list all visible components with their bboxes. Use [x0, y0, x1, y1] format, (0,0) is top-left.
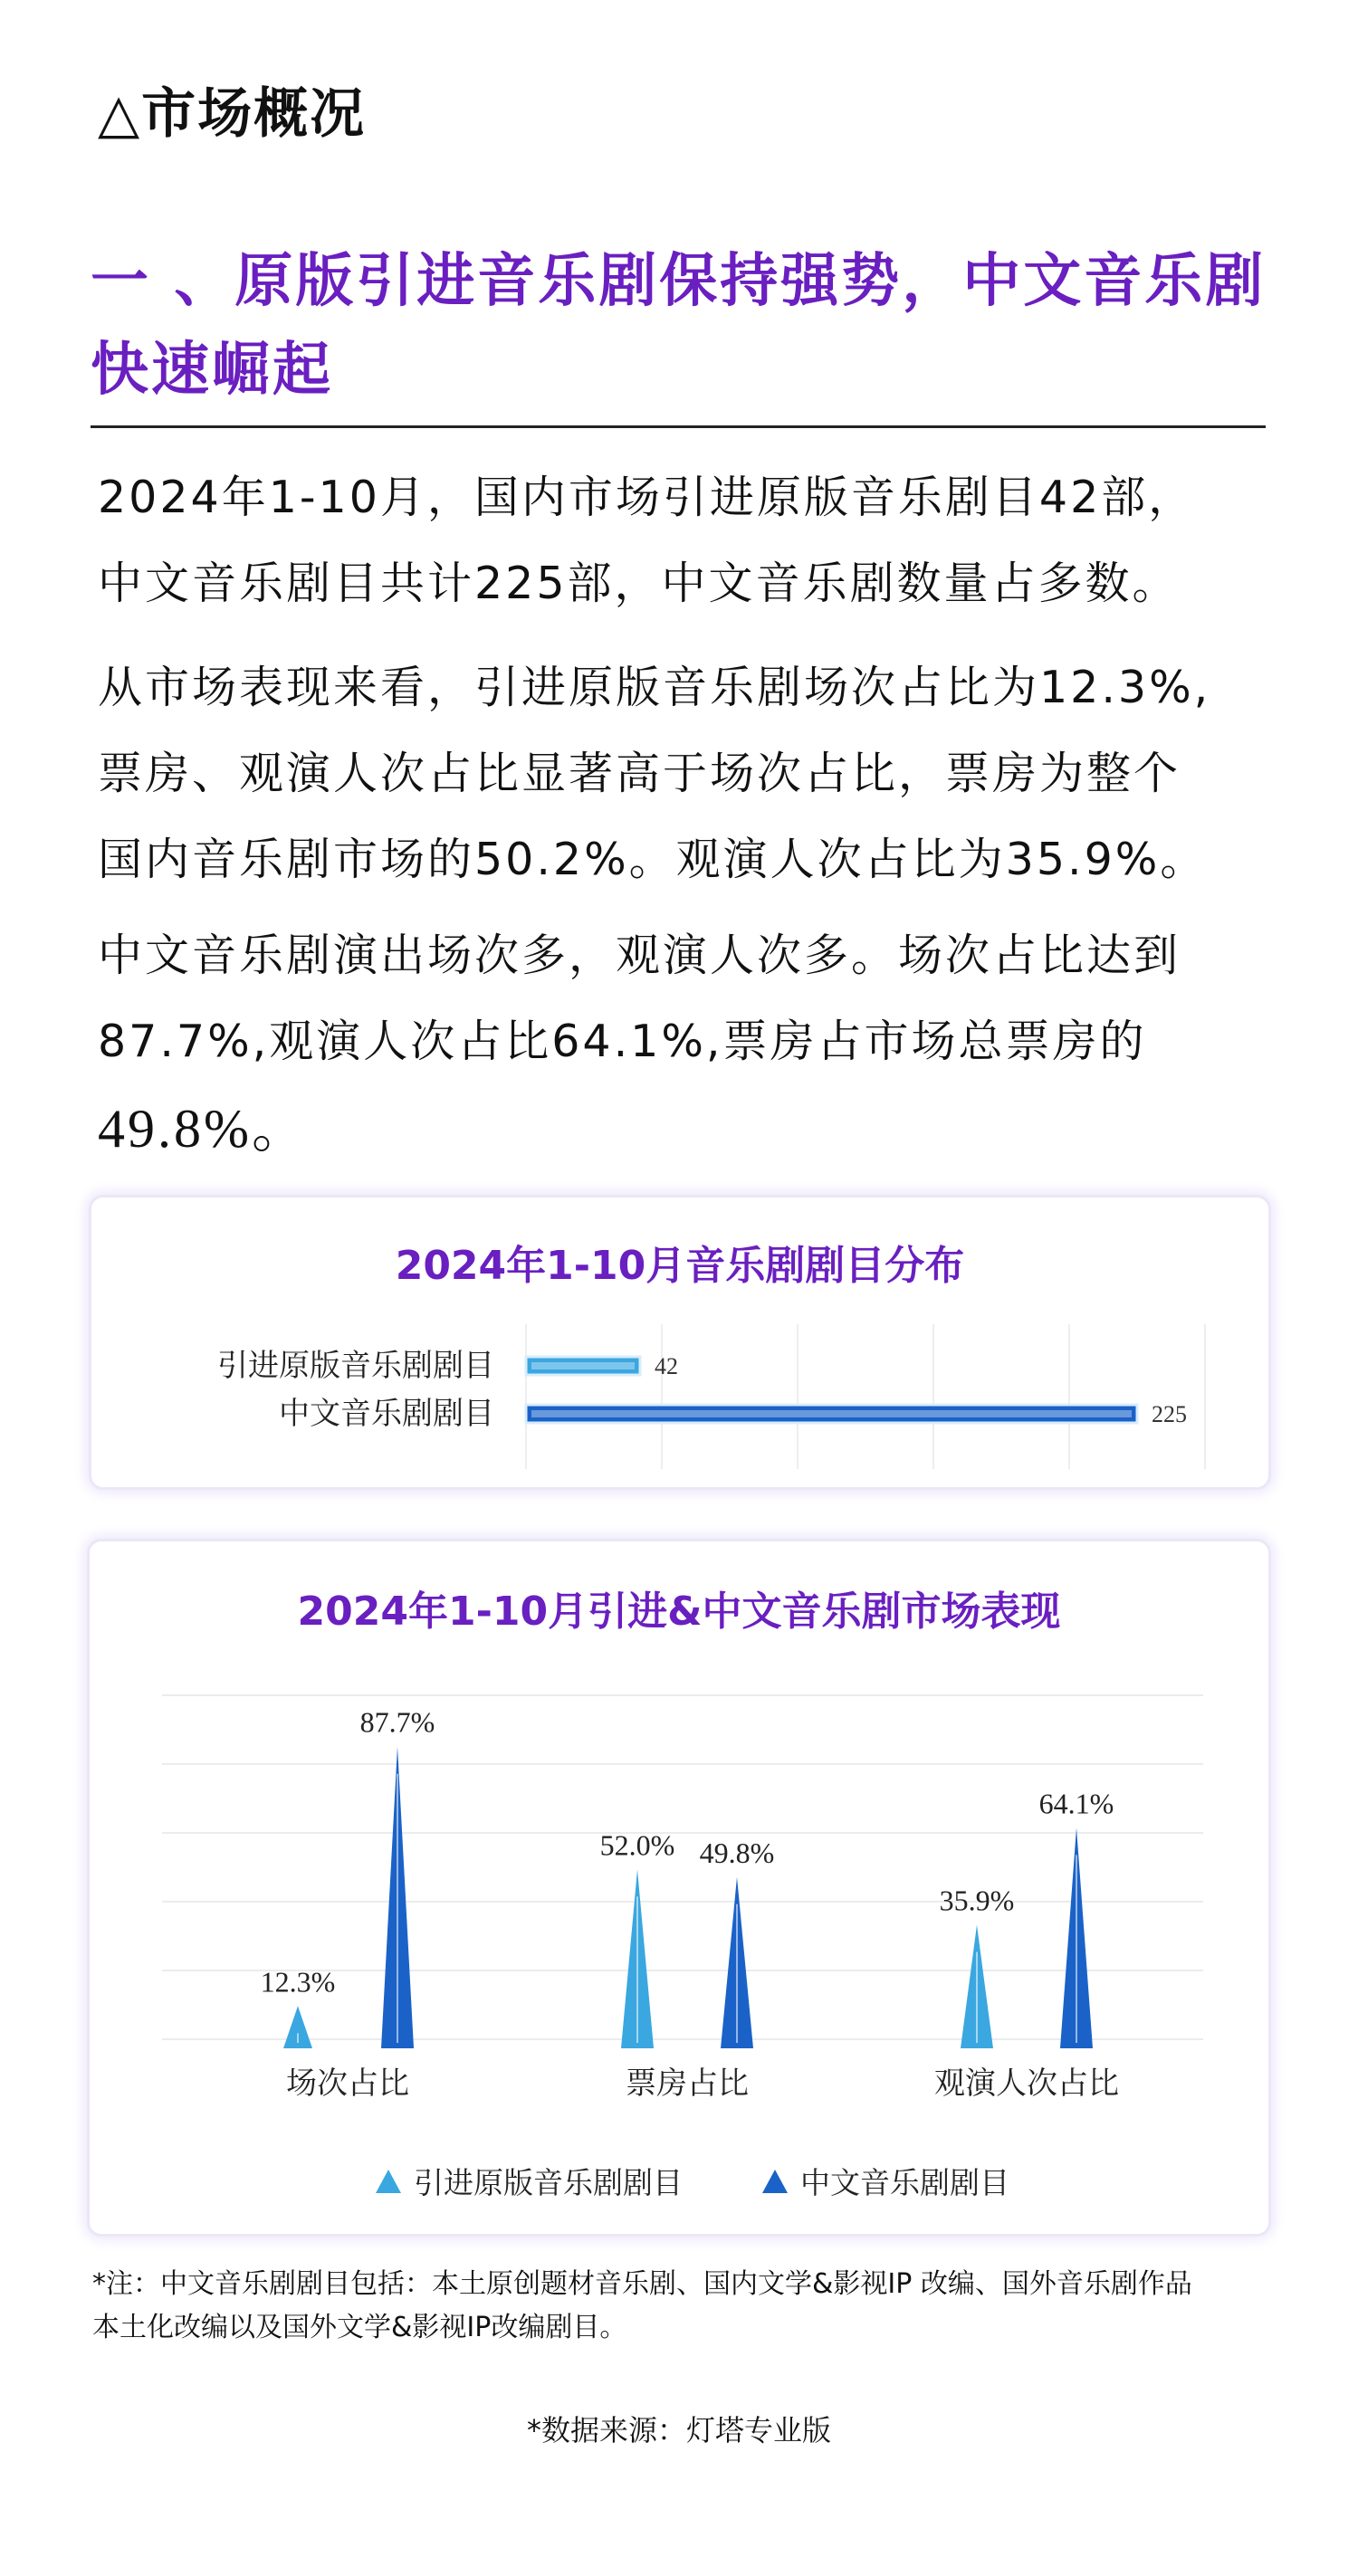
data-label: 12.3% — [260, 1965, 336, 1999]
bar-highlight — [531, 1362, 635, 1369]
data-label: 35.9% — [939, 1884, 1015, 1917]
paragraph-4 — [98, 1086, 1275, 1172]
footnote-line-2: 本土化改编以及国外文学&影视IP改编剧目。 — [92, 2312, 627, 2343]
section-title: △市场概况 — [98, 82, 367, 146]
paragraph-3-line-2: 87.7%,观演人次占比64.1%,票房占市场总票房的 — [98, 1016, 1147, 1067]
category-label: 中文音乐剧剧目 — [279, 1396, 494, 1432]
paragraph-1-line-2: 中文音乐剧目共计225部，中文音乐剧数量占多数。 — [98, 558, 1180, 609]
chart-distribution — [91, 1197, 1268, 1487]
chart-card-distribution — [89, 1195, 1271, 1490]
data-label: 42 — [655, 1353, 678, 1379]
data-label: 52.0% — [599, 1828, 675, 1862]
paragraph-2-line-1: 从市场表现来看，引进原版音乐剧场次占比为12.3%, — [98, 662, 1211, 713]
chart-title: 2024年1-10月音乐剧剧目分布 — [395, 1243, 965, 1289]
legend-marker — [762, 2170, 788, 2193]
paragraph-3 — [98, 912, 1275, 1084]
paragraph-4-line-1: 49.8%。 — [98, 1099, 309, 1159]
paragraph-1 — [98, 454, 1275, 626]
chart-card-performance — [87, 1539, 1271, 2237]
category-label: 观演人次占比 — [934, 2066, 1119, 2102]
chart-performance — [90, 1541, 1268, 2234]
headline — [91, 237, 1286, 415]
footnote-line-1: *注：中文音乐剧剧目包括：本土原创题材音乐剧、国内文学&影视IP 改编、国外音乐剧作品 — [92, 2268, 1192, 2300]
category-label: 场次占比 — [286, 2066, 409, 2102]
data-label: 87.7% — [359, 1705, 435, 1739]
paragraph-2-line-3: 国内音乐剧市场的50.2%。观演人次占比为35.9%。 — [98, 834, 1208, 885]
headline-line-2: 快速崛起 — [91, 337, 333, 404]
legend-label: 引进原版音乐剧剧目 — [414, 2165, 683, 2200]
data-source: *数据来源：灯塔专业版 — [526, 2413, 831, 2447]
paragraph-2 — [98, 644, 1275, 902]
category-label: 票房占比 — [626, 2066, 749, 2102]
paragraph-2-line-2: 票房、观演人次占比显著高于场次占比，票房为整个 — [98, 748, 1181, 799]
footnote — [92, 2263, 1287, 2350]
legend-marker — [376, 2170, 401, 2193]
paragraph-1-line-1: 2024年1-10月，国内市场引进原版音乐剧目42部， — [98, 472, 1196, 523]
legend-label: 中文音乐剧剧目 — [800, 2165, 1009, 2200]
divider — [91, 425, 1266, 428]
category-label: 引进原版音乐剧剧目 — [217, 1348, 494, 1384]
headline-line-1: 一 、原版引进音乐剧保持强势，中文音乐剧 — [91, 248, 1267, 315]
bar-highlight — [531, 1410, 1132, 1417]
chart-title: 2024年1-10月引进&中文音乐剧市场表现 — [297, 1589, 1061, 1635]
paragraph-3-line-1: 中文音乐剧演出场次多，观演人次多。场次占比达到 — [98, 930, 1181, 981]
data-label: 64.1% — [1038, 1787, 1114, 1820]
data-label: 225 — [1152, 1401, 1187, 1427]
data-label: 49.8% — [699, 1836, 775, 1869]
